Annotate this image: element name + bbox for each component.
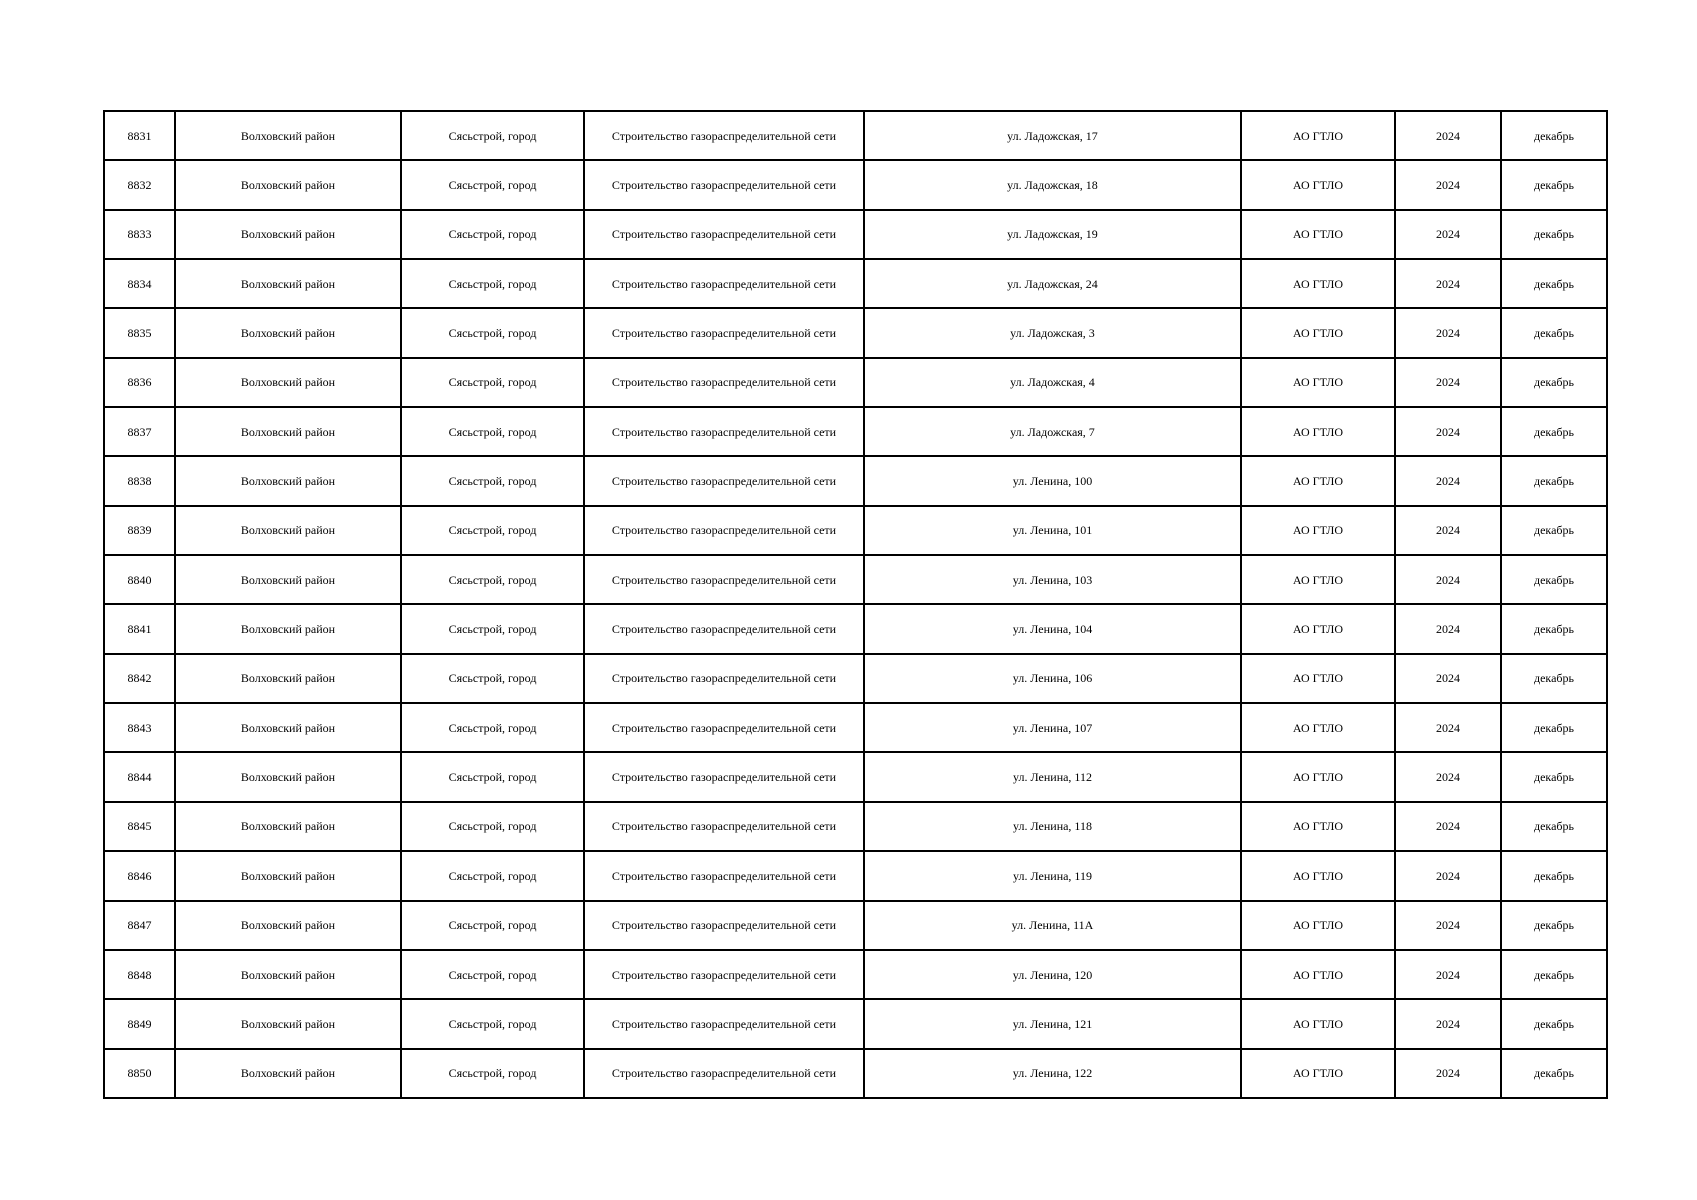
- table-row: [104, 456, 1607, 505]
- cell-record-number: 8850: [104, 1049, 175, 1098]
- cell-month: декабрь: [1501, 901, 1607, 950]
- cell-district: Волховский район: [175, 703, 401, 752]
- cell-month: декабрь: [1501, 851, 1607, 900]
- cell-address: ул. Ленина, 104: [864, 604, 1241, 653]
- cell-address: ул. Ладожская, 18: [864, 160, 1241, 209]
- cell-locality: Сясьстрой, город: [401, 555, 584, 604]
- cell-locality: Сясьстрой, город: [401, 752, 584, 801]
- cell-organization: АО ГТЛО: [1241, 802, 1395, 851]
- cell-district: Волховский район: [175, 160, 401, 209]
- cell-year: 2024: [1395, 604, 1501, 653]
- table-row: [104, 111, 1607, 160]
- cell-organization: АО ГТЛО: [1241, 111, 1395, 160]
- cell-organization: АО ГТЛО: [1241, 358, 1395, 407]
- cell-district: Волховский район: [175, 999, 401, 1048]
- cell-organization: АО ГТЛО: [1241, 950, 1395, 999]
- cell-organization: АО ГТЛО: [1241, 901, 1395, 950]
- cell-year: 2024: [1395, 210, 1501, 259]
- cell-month: декабрь: [1501, 160, 1607, 209]
- cell-work-type: Строительство газораспределительной сети: [584, 703, 864, 752]
- cell-work-type: Строительство газораспределительной сети: [584, 604, 864, 653]
- cell-record-number: 8834: [104, 259, 175, 308]
- cell-record-number: 8841: [104, 604, 175, 653]
- cell-district: Волховский район: [175, 111, 401, 160]
- cell-organization: АО ГТЛО: [1241, 407, 1395, 456]
- cell-work-type: Строительство газораспределительной сети: [584, 851, 864, 900]
- cell-organization: АО ГТЛО: [1241, 1049, 1395, 1098]
- cell-district: Волховский район: [175, 654, 401, 703]
- table-row: [104, 950, 1607, 999]
- cell-organization: АО ГТЛО: [1241, 308, 1395, 357]
- cell-organization: АО ГТЛО: [1241, 851, 1395, 900]
- cell-month: декабрь: [1501, 358, 1607, 407]
- table-row: [104, 802, 1607, 851]
- cell-locality: Сясьстрой, город: [401, 654, 584, 703]
- table-row: [104, 210, 1607, 259]
- cell-work-type: Строительство газораспределительной сети: [584, 802, 864, 851]
- cell-organization: АО ГТЛО: [1241, 752, 1395, 801]
- cell-month: декабрь: [1501, 555, 1607, 604]
- cell-year: 2024: [1395, 851, 1501, 900]
- cell-address: ул. Ленина, 107: [864, 703, 1241, 752]
- cell-work-type: Строительство газораспределительной сети: [584, 752, 864, 801]
- cell-address: ул. Ленина, 118: [864, 802, 1241, 851]
- cell-year: 2024: [1395, 308, 1501, 357]
- cell-district: Волховский район: [175, 851, 401, 900]
- cell-organization: АО ГТЛО: [1241, 999, 1395, 1048]
- table-row: [104, 703, 1607, 752]
- cell-locality: Сясьстрой, город: [401, 999, 584, 1048]
- cell-district: Волховский район: [175, 1049, 401, 1098]
- cell-year: 2024: [1395, 703, 1501, 752]
- table-row: [104, 851, 1607, 900]
- cell-month: декабрь: [1501, 604, 1607, 653]
- cell-record-number: 8832: [104, 160, 175, 209]
- cell-district: Волховский район: [175, 950, 401, 999]
- cell-year: 2024: [1395, 1049, 1501, 1098]
- cell-month: декабрь: [1501, 259, 1607, 308]
- cell-locality: Сясьстрой, город: [401, 901, 584, 950]
- cell-address: ул. Ленина, 120: [864, 950, 1241, 999]
- cell-organization: АО ГТЛО: [1241, 654, 1395, 703]
- cell-year: 2024: [1395, 752, 1501, 801]
- cell-district: Волховский район: [175, 604, 401, 653]
- cell-locality: Сясьстрой, город: [401, 407, 584, 456]
- cell-month: декабрь: [1501, 1049, 1607, 1098]
- cell-record-number: 8847: [104, 901, 175, 950]
- cell-work-type: Строительство газораспределительной сети: [584, 506, 864, 555]
- cell-record-number: 8838: [104, 456, 175, 505]
- table-body: [104, 111, 1607, 1098]
- cell-locality: Сясьстрой, город: [401, 456, 584, 505]
- cell-locality: Сясьстрой, город: [401, 506, 584, 555]
- cell-year: 2024: [1395, 950, 1501, 999]
- cell-locality: Сясьстрой, город: [401, 1049, 584, 1098]
- cell-month: декабрь: [1501, 654, 1607, 703]
- cell-organization: АО ГТЛО: [1241, 259, 1395, 308]
- cell-record-number: 8843: [104, 703, 175, 752]
- cell-district: Волховский район: [175, 358, 401, 407]
- cell-work-type: Строительство газораспределительной сети: [584, 999, 864, 1048]
- cell-month: декабрь: [1501, 703, 1607, 752]
- cell-month: декабрь: [1501, 802, 1607, 851]
- cell-address: ул. Ленина, 103: [864, 555, 1241, 604]
- cell-year: 2024: [1395, 456, 1501, 505]
- cell-record-number: 8836: [104, 358, 175, 407]
- cell-record-number: 8835: [104, 308, 175, 357]
- cell-locality: Сясьстрой, город: [401, 259, 584, 308]
- table-row: [104, 1049, 1607, 1098]
- cell-address: ул. Ленина, 100: [864, 456, 1241, 505]
- cell-record-number: 8846: [104, 851, 175, 900]
- cell-record-number: 8844: [104, 752, 175, 801]
- cell-record-number: 8849: [104, 999, 175, 1048]
- cell-work-type: Строительство газораспределительной сети: [584, 259, 864, 308]
- cell-record-number: 8833: [104, 210, 175, 259]
- cell-month: декабрь: [1501, 752, 1607, 801]
- cell-address: ул. Ладожская, 24: [864, 259, 1241, 308]
- cell-year: 2024: [1395, 555, 1501, 604]
- cell-record-number: 8837: [104, 407, 175, 456]
- cell-work-type: Строительство газораспределительной сети: [584, 210, 864, 259]
- cell-record-number: 8842: [104, 654, 175, 703]
- cell-district: Волховский район: [175, 506, 401, 555]
- table-row: [104, 308, 1607, 357]
- cell-organization: АО ГТЛО: [1241, 703, 1395, 752]
- table-row: [104, 555, 1607, 604]
- cell-address: ул. Ладожская, 17: [864, 111, 1241, 160]
- cell-year: 2024: [1395, 160, 1501, 209]
- cell-month: декабрь: [1501, 506, 1607, 555]
- cell-locality: Сясьстрой, город: [401, 210, 584, 259]
- cell-address: ул. Ладожская, 7: [864, 407, 1241, 456]
- cell-locality: Сясьстрой, город: [401, 851, 584, 900]
- cell-address: ул. Ленина, 106: [864, 654, 1241, 703]
- cell-year: 2024: [1395, 358, 1501, 407]
- cell-record-number: 8831: [104, 111, 175, 160]
- cell-district: Волховский район: [175, 802, 401, 851]
- table-row: [104, 901, 1607, 950]
- cell-address: ул. Ленина, 101: [864, 506, 1241, 555]
- cell-district: Волховский район: [175, 456, 401, 505]
- cell-month: декабрь: [1501, 308, 1607, 357]
- cell-address: ул. Ладожская, 3: [864, 308, 1241, 357]
- cell-work-type: Строительство газораспределительной сети: [584, 160, 864, 209]
- table-row: [104, 160, 1607, 209]
- cell-work-type: Строительство газораспределительной сети: [584, 654, 864, 703]
- cell-year: 2024: [1395, 259, 1501, 308]
- cell-work-type: Строительство газораспределительной сети: [584, 901, 864, 950]
- table-row: [104, 506, 1607, 555]
- table-row: [104, 407, 1607, 456]
- cell-locality: Сясьстрой, город: [401, 802, 584, 851]
- cell-locality: Сясьстрой, город: [401, 604, 584, 653]
- cell-address: ул. Ленина, 112: [864, 752, 1241, 801]
- cell-month: декабрь: [1501, 456, 1607, 505]
- table-row: [104, 654, 1607, 703]
- cell-organization: АО ГТЛО: [1241, 506, 1395, 555]
- table-row: [104, 999, 1607, 1048]
- cell-address: ул. Ладожская, 4: [864, 358, 1241, 407]
- cell-district: Волховский район: [175, 259, 401, 308]
- cell-address: ул. Ленина, 121: [864, 999, 1241, 1048]
- cell-month: декабрь: [1501, 407, 1607, 456]
- cell-work-type: Строительство газораспределительной сети: [584, 950, 864, 999]
- cell-address: ул. Ленина, 122: [864, 1049, 1241, 1098]
- cell-month: декабрь: [1501, 111, 1607, 160]
- cell-work-type: Строительство газораспределительной сети: [584, 555, 864, 604]
- table-row: [104, 358, 1607, 407]
- cell-locality: Сясьстрой, город: [401, 111, 584, 160]
- cell-organization: АО ГТЛО: [1241, 555, 1395, 604]
- cell-address: ул. Ленина, 119: [864, 851, 1241, 900]
- cell-locality: Сясьстрой, город: [401, 358, 584, 407]
- cell-work-type: Строительство газораспределительной сети: [584, 1049, 864, 1098]
- cell-locality: Сясьстрой, город: [401, 950, 584, 999]
- cell-district: Волховский район: [175, 308, 401, 357]
- cell-record-number: 8845: [104, 802, 175, 851]
- cell-address: ул. Ладожская, 19: [864, 210, 1241, 259]
- cell-address: ул. Ленина, 11А: [864, 901, 1241, 950]
- cell-work-type: Строительство газораспределительной сети: [584, 407, 864, 456]
- cell-district: Волховский район: [175, 407, 401, 456]
- cell-work-type: Строительство газораспределительной сети: [584, 308, 864, 357]
- cell-district: Волховский район: [175, 210, 401, 259]
- cell-district: Волховский район: [175, 752, 401, 801]
- cell-year: 2024: [1395, 407, 1501, 456]
- cell-locality: Сясьстрой, город: [401, 703, 584, 752]
- cell-organization: АО ГТЛО: [1241, 604, 1395, 653]
- table-row: [104, 259, 1607, 308]
- gasification-schedule-table: [103, 110, 1608, 1099]
- cell-month: декабрь: [1501, 210, 1607, 259]
- cell-year: 2024: [1395, 654, 1501, 703]
- cell-month: декабрь: [1501, 999, 1607, 1048]
- table-row: [104, 604, 1607, 653]
- cell-record-number: 8848: [104, 950, 175, 999]
- cell-locality: Сясьстрой, город: [401, 308, 584, 357]
- table-row: [104, 752, 1607, 801]
- cell-work-type: Строительство газораспределительной сети: [584, 358, 864, 407]
- cell-year: 2024: [1395, 802, 1501, 851]
- cell-organization: АО ГТЛО: [1241, 160, 1395, 209]
- cell-record-number: 8839: [104, 506, 175, 555]
- cell-year: 2024: [1395, 111, 1501, 160]
- cell-work-type: Строительство газораспределительной сети: [584, 111, 864, 160]
- cell-year: 2024: [1395, 901, 1501, 950]
- cell-district: Волховский район: [175, 901, 401, 950]
- cell-month: декабрь: [1501, 950, 1607, 999]
- cell-locality: Сясьстрой, город: [401, 160, 584, 209]
- cell-year: 2024: [1395, 506, 1501, 555]
- cell-year: 2024: [1395, 999, 1501, 1048]
- cell-work-type: Строительство газораспределительной сети: [584, 456, 864, 505]
- cell-organization: АО ГТЛО: [1241, 456, 1395, 505]
- cell-record-number: 8840: [104, 555, 175, 604]
- cell-organization: АО ГТЛО: [1241, 210, 1395, 259]
- cell-district: Волховский район: [175, 555, 401, 604]
